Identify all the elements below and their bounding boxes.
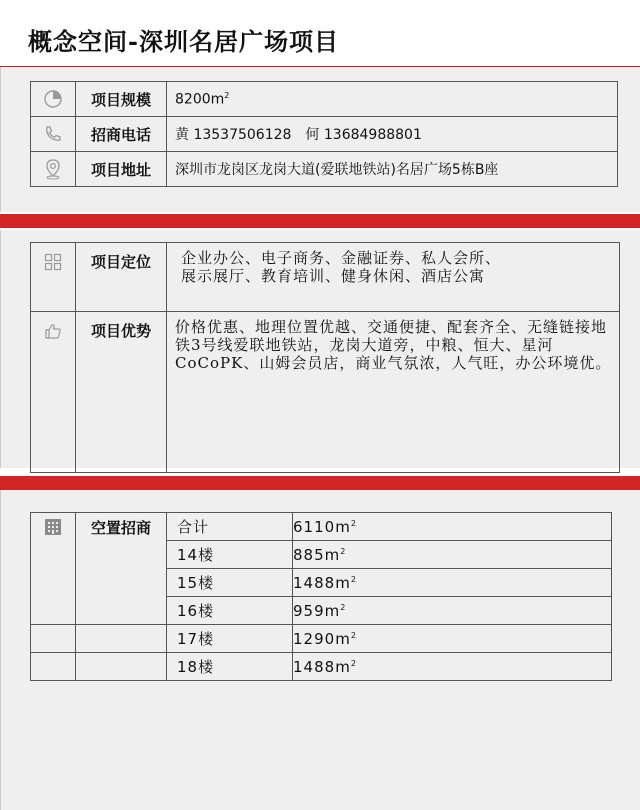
floor-area: $1290m^2$ [293,625,612,653]
floor-name: 18楼 [167,653,293,681]
floor-area: $1488m^2$ [293,569,612,597]
detail-row-advantage [31,312,620,473]
advantage-value: 价格优惠、地理位置优越、交通便捷、配套齐全、无缝链接地铁3号线爱联地铁站，龙岗大道旁，中粮、恒大、星河CoCoPK、山姆会员店，商业气氛浓，人气旺，办公环境优。 [167,312,620,473]
phone-value[interactable]: 黄 13537506128 何 13684988801 [167,117,618,152]
phone-icon [43,124,63,144]
detail-panel [0,230,640,468]
vacancy-row [31,625,612,653]
page-title: 概念空间-深圳名居广场项目 [28,27,339,56]
detail-table [30,242,620,473]
pie-chart-icon [43,89,63,109]
floor-area: $959m^2$ [293,597,612,625]
grid-icon [44,253,62,271]
scale-label: 项目规模 [76,82,167,117]
floor-name: 合计 [167,513,293,541]
thumbs-up-icon [44,322,62,340]
floor-name: 17楼 [167,625,293,653]
building-icon [43,517,63,537]
vacancy-panel [0,490,640,810]
vacancy-table [30,512,612,681]
info-row-scale [31,82,618,117]
header [0,0,640,67]
vacancy-row [31,653,612,681]
floor-name: 14楼 [167,541,293,569]
vacancy-label: 空置招商 [76,513,167,625]
info-row-address [31,152,618,187]
info-panel [0,67,640,212]
address-label: 项目地址 [76,152,167,187]
info-row-phone [31,117,618,152]
phone-label: 招商电话 [76,117,167,152]
floor-area: $885m^2$ [293,541,612,569]
advantage-label: 项目优势 [76,312,167,473]
floor-area: $6110m^2$ [293,513,612,541]
detail-row-position [31,243,620,312]
location-pin-icon [43,158,63,180]
position-label: 项目定位 [76,243,167,312]
divider-bar [0,476,640,490]
divider-bar [0,214,640,228]
position-value: 企业办公、电子商务、金融证券、私人会所、 展示展厅、教育培训、健身休闲、酒店公寓 [167,243,620,312]
vacancy-row [31,513,612,541]
floor-area: $1488m^2$ [293,653,612,681]
scale-value: $8200m^2$ [167,82,618,117]
floor-name: 15楼 [167,569,293,597]
address-value: 深圳市龙岗区龙岗大道(爱联地铁站)名居广场5栋B座 [167,152,618,187]
info-table [30,81,618,187]
floor-name: 16楼 [167,597,293,625]
